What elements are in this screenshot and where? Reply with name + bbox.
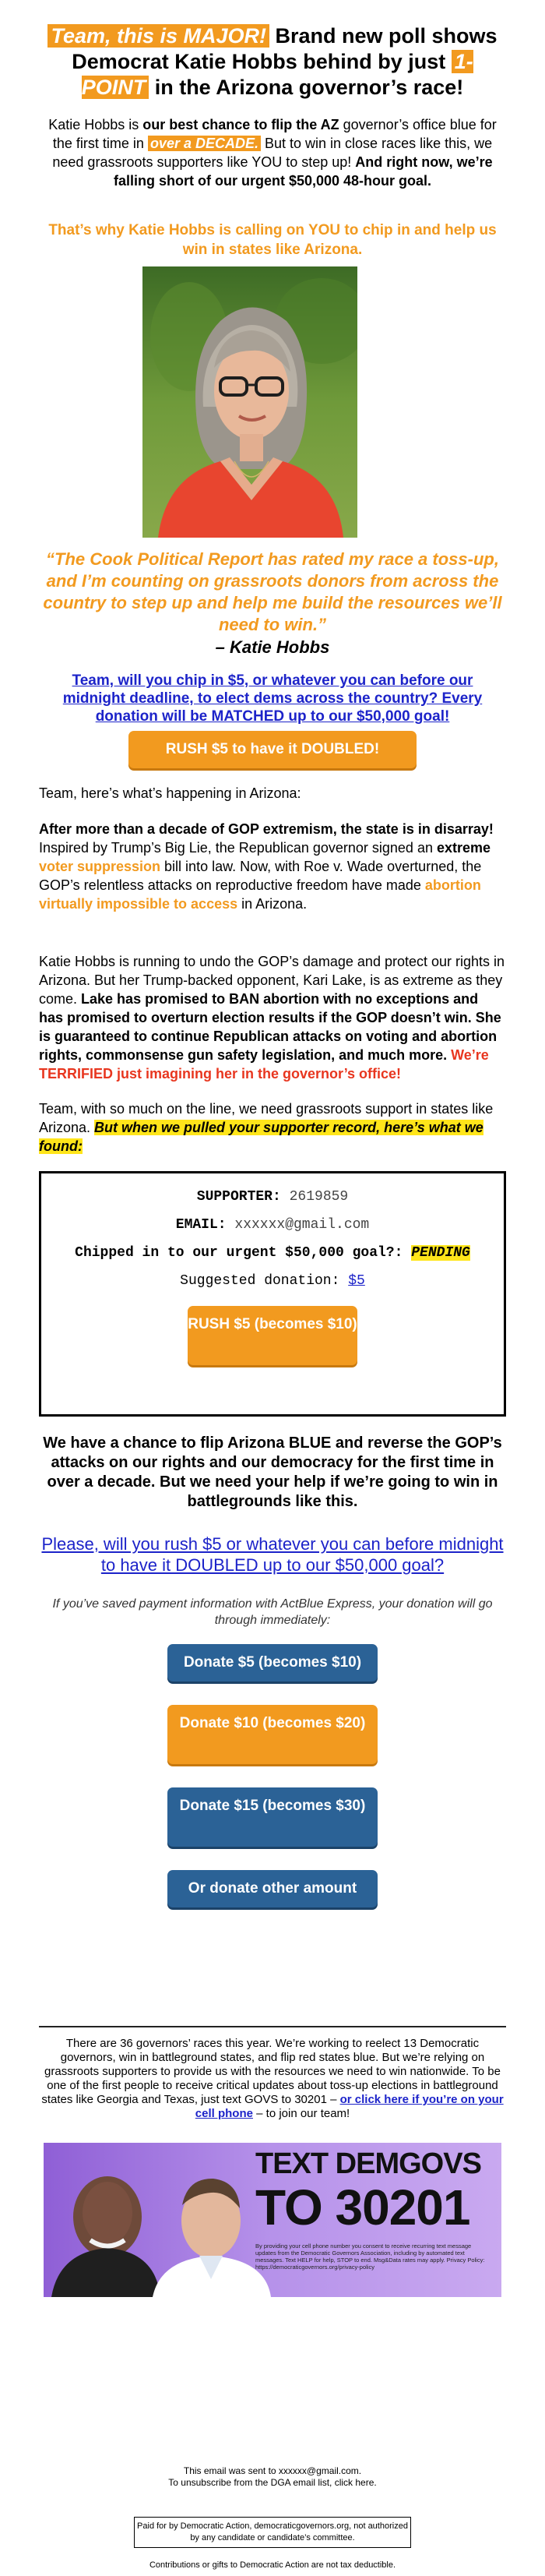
banner-line-2: TO 30201 [255, 2179, 470, 2235]
intro-text-1: Katie Hobbs is [48, 117, 143, 132]
suggested-donation-link[interactable]: $5 [348, 1273, 365, 1289]
body-paragraph-1: Team, here’s what’s happening in Arizona: [39, 785, 301, 801]
divider [39, 2026, 506, 2027]
banner-fine-print: By providing your cell phone number you consent to receive recurring text message updates from the Democratic Governors Association, including by automated text messages. Text HELP for help, STOP to end. Msg&Data rates may apply. Privacy Policy: https://democraticgovernors.org/privacy-policy [255, 2243, 485, 2271]
donate-15-button[interactable]: Donate $15 (becomes $30) [167, 1787, 378, 1847]
suggested-label: Suggested donation: [180, 1273, 340, 1289]
body-paragraph-2 [39, 820, 506, 913]
headline-text-2: in the Arizona governor’s race! [149, 76, 464, 99]
cell-phone-link[interactable]: or click here if you’re on your cell phone [195, 2093, 504, 2120]
headline [39, 23, 506, 101]
pending-badge: PENDING [411, 1245, 470, 1261]
please-rush-link[interactable]: Please, will you rush $5 or whatever you can before midnight to have it DOUBLED up to our $50,000 goal? [41, 1534, 504, 1575]
footer-email-line: This email was sent to xxxxxx@gmail.com. [183, 2465, 362, 2476]
governors-paragraph [39, 2037, 506, 2121]
p2-text-3: in Arizona. [237, 896, 308, 912]
chipped-label: Chipped in to our urgent $50,000 goal?: [75, 1245, 403, 1261]
chip-in-link[interactable]: Team, will you chip in $5, or whatever you can before our midnight deadline, to elect dems across the country? Every donation will be MATCHED up to our $50,000 goal! [62, 672, 483, 725]
actblue-note: If you’ve saved payment information with ActBlue Express, your donation will go through immediately: [52, 1597, 493, 1627]
email-label: EMAIL: [175, 1217, 227, 1233]
paid-by-box: Paid for by Democratic Action, democraticgovernors.org, not authorized by any candidate or candidate’s committee. [134, 2517, 411, 2548]
intro-text-3: But to win in close races like this, we need grassroots supporters like YOU to step up! [52, 136, 493, 170]
p4-highlight: But when we pulled your supporter record, here’s what we found: [39, 1120, 483, 1154]
banner-line-1: TEXT DEMGOVS [255, 2147, 481, 2180]
katie-hobbs-photo [142, 266, 357, 538]
p2-text-2: bill into law. Now, with Roe v. Wade overturned, the GOP’s relentless attacks on reproductive freedom have made [39, 859, 482, 893]
supporter-record-box [39, 1171, 506, 1417]
chipped-line [41, 1245, 504, 1261]
footer-email [39, 2465, 506, 2489]
rush-5-button[interactable]: RUSH $5 to have it DOUBLED! [128, 731, 417, 768]
contributions-note: Contributions or gifts to Democratic Action are not tax deductible. [149, 2560, 396, 2570]
headline-highlight-major: Team, this is MAJOR! [47, 24, 269, 48]
p3-bold-1: Lake has promised to BAN abortion with no exceptions and has promised to overturn election results if the GOP doesn’t win. She is guaranteed to continue Republican attacks on voting and abortion rights, commonsense gun safety legislation, and much more. [39, 991, 501, 1063]
rush-5-record-button[interactable]: RUSH $5 (becomes $10) [188, 1306, 357, 1365]
p2-text-1: Inspired by Trump’s Big Lie, the Republican governor signed an [39, 840, 437, 856]
headline-text-1: Brand new poll shows Democrat Katie Hobbs behind by just [72, 24, 498, 73]
headline-highlight-1point: 1-POINT [81, 50, 473, 99]
quote-attribution: – Katie Hobbs [215, 637, 330, 657]
intro-highlight-decade: over a DECADE. [148, 136, 261, 151]
unsubscribe-link[interactable]: To unsubscribe from the DGA email list, click here. [168, 2477, 377, 2488]
governors-text: There are 36 governors’ races this year. We’re working to reelect 13 Democratic governors, win in battleground states, and flip red states blue. But we’re relying on grassroots supporters to provide us with the resources we need to win nationwide. To be one of the first people to receive critical updates about toss-up elections in battleground states like Georgia and Texas, just text GOVS to 30201 – [41, 2037, 501, 2106]
email-value: xxxxxx@gmail.com [234, 1217, 370, 1233]
intro-paragraph [39, 115, 506, 190]
p2-bold-1: After more than a decade of GOP extremism, the state is in disarray! [39, 821, 494, 837]
donate-other-button[interactable]: Or donate other amount [167, 1870, 378, 1907]
text-demgovs-banner[interactable] [44, 2143, 501, 2297]
callout-text: That’s why Katie Hobbs is calling on YOU to chip in and help us win in states like Arizona. [48, 222, 497, 258]
p4-text-1: Team, with so much on the line, we need grassroots support in states like Arizona. [39, 1101, 494, 1135]
governors-tail: – to join our team! [252, 2107, 350, 2120]
p2-orange-1: voter suppression [39, 859, 161, 874]
supporter-line [41, 1189, 504, 1205]
p3-red-1: We’re TERRIFIED just imagining her in the governor’s office! [39, 1047, 489, 1082]
flip-arizona-text: We have a chance to flip Arizona BLUE and reverse the GOP’s attacks on our rights and our democracy for the first time in over a decade. But we need your help if we’re going to win in battlegrounds like this. [43, 1434, 502, 1510]
body-paragraph-3 [39, 952, 506, 1083]
email-line [41, 1217, 504, 1233]
quote-text: “The Cook Political Report has rated my race a toss-up, and I’m counting on grassroots donors from across the country to step up and help me build the resources we’ll need to win.” [43, 549, 502, 634]
intro-bold-1: our best chance to flip the AZ [142, 117, 339, 132]
body-paragraph-4 [39, 1099, 506, 1156]
p3-text-1: Katie Hobbs is running to undo the GOP’s damage and protect our rights in Arizona. But her Trump-backed opponent, Kari Lake, is as extreme as they come. [39, 954, 505, 1007]
p2-orange-2: abortion virtually impossible to access [39, 877, 481, 912]
p2-bold-2: extreme [436, 840, 491, 856]
donate-10-button[interactable]: Donate $10 (becomes $20) [167, 1705, 378, 1764]
supporter-label: SUPPORTER: [196, 1189, 281, 1205]
intro-bold-2: And right now, we’re falling short of our urgent $50,000 48-hour goal. [113, 154, 493, 189]
suggested-line [41, 1273, 504, 1289]
intro-text-2: governor’s office blue for the first time in [52, 117, 497, 151]
supporter-value: 2619859 [289, 1189, 349, 1205]
donate-5-button[interactable]: Donate $5 (becomes $10) [167, 1644, 378, 1681]
